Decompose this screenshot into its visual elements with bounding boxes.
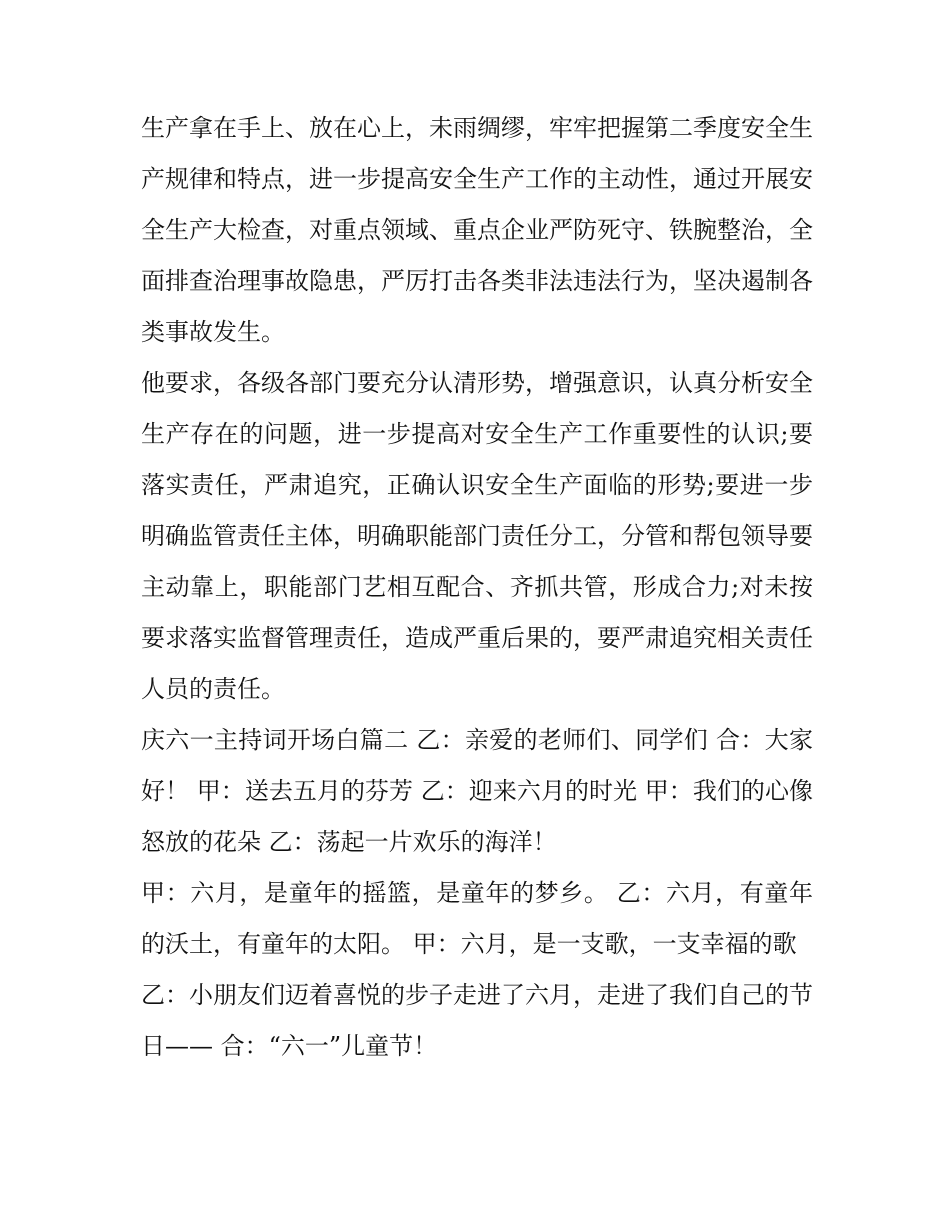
paragraph-childrens-day: 乙：小朋友们迈着喜悦的步子走进了六月，走进了我们自己的节日—— 合：“六一”儿童节！ — [141, 981, 813, 1060]
paragraph-june: 甲：六月，是童年的摇篮，是童年的梦乡。 乙：六月，有童年的沃土，有童年的太阳。 甲：六月，是一支歌，一支幸福的歌 — [141, 879, 813, 958]
paragraph-requirements: 他要求，各级各部门要充分认清形势，增强意识，认真分析安全生产存在的问题，进一步提高对安全生产工作重要性的认识;要落实责任，严肃追究，正确认识安全生产面临的形势;要进一步明确监管责任主体，明确职能部门责任分工，分管和帮包领导要主动靠上，职能部门艺相互配合、齐抓共管，形成合力;对未按要求落实监督管理责任，造成严重后果的，要严肃追究相关责任人员的责任。 — [141, 369, 813, 703]
document-body — [141, 103, 813, 1072]
paragraph-safety-production: 生产拿在手上、放在心上，未雨绸缪，牢牢把握第二季度安全生产规律和特点，进一步提高安全生产工作的主动性，通过开展安全生产大检查，对重点领域、重点企业严防死守、铁腕整治，全面排查治理事故隐患，严厉打击各类非法违法行为，坚决遏制各类事故发生。 — [141, 114, 813, 346]
paragraph-opening-speech: 庆六一主持词开场白篇二 乙：亲爱的老师们、同学们 合：大家好！ 甲：送去五月的芬芳 乙：迎来六月的时光 甲：我们的心像怒放的花朵 乙：荡起一片欢乐的海洋！ — [141, 726, 813, 856]
